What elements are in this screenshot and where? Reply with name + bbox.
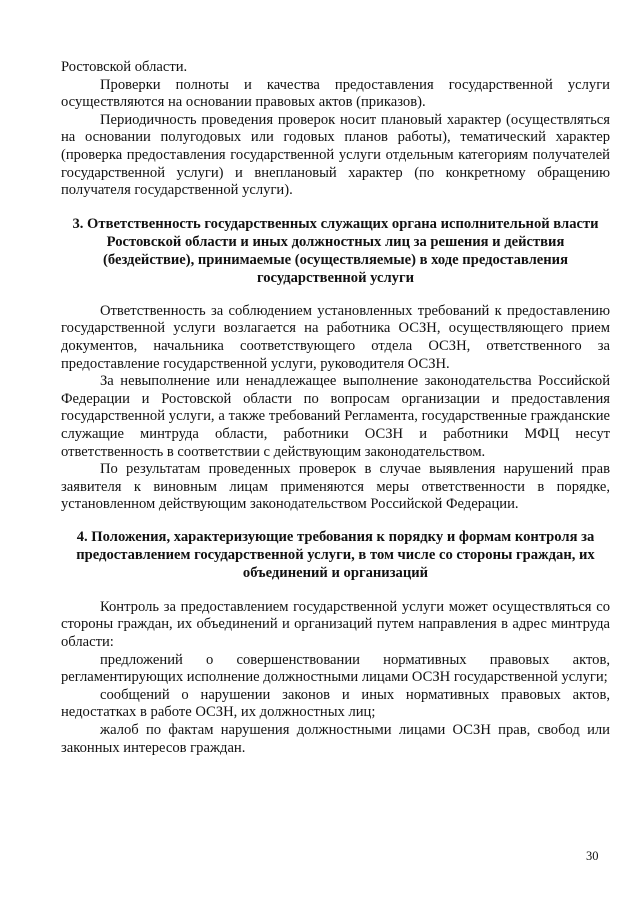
paragraph-responsibility: Ответственность за соблюдением установленных требований к предоставлению государственной услуги возлагается на работника ОСЗН, осуществляющего прием документов, начальника соответствующего отдела ОСЗН, ответственного за предоставление государственной услуги, руководителя ОСЗН. xyxy=(61,302,610,372)
paragraph-inspection-results: По результатам проведенных проверок в случае выявления нарушений прав заявителя к виновным лицам применяются меры ответственности в порядке, установленном действующим законодательством Российской Федерации. xyxy=(61,461,610,513)
section-3-heading: 3. Ответственность государственных служащих органа исполнительной власти Ростовской области и иных должностных лиц за решения и действия (бездействие), принимаемые (осуществляемые) в ходе предоставления государственной услуги xyxy=(72,215,599,286)
page-number: 30 xyxy=(586,849,599,863)
list-item-reports: сообщений о нарушении законов и иных нормативных правовых актов, недостатках в работе ОСЗН, их должностных лиц; xyxy=(61,686,610,721)
list-item-proposals: предложений о совершенствовании нормативных правовых актов, регламентирующих исполнение должностными лицами ОСЗН государственной услуги; xyxy=(61,651,610,686)
paragraph-inspection-periodicity: Периодичность проведения проверок носит плановый характер (осуществляться на основании полугодовых или годовых планов работы), тематический характер (проверка предоставления государственной услуги отдельным категориям получателей государственной услуги) и внеплановый характер (по конкретному обращению получателя государственной услуги). xyxy=(61,111,610,199)
paragraph-citizen-control: Контроль за предоставлением государственной услуги может осуществляться со стороны граждан, их объединений и организаций путем направления в адрес минтруда области: xyxy=(61,598,610,651)
document-page xyxy=(61,59,610,757)
list-item-complaints: жалоб по фактам нарушения должностными лицами ОСЗН прав, свобод или законных интересов граждан. xyxy=(61,722,610,756)
section-4-heading: 4. Положения, характеризующие требования к порядку и формам контроля за предоставлением государственной услуги, в том числе со стороны граждан, их объединений и организаций xyxy=(76,528,595,581)
paragraph-noncompliance: За невыполнение или ненадлежащее выполнение законодательства Российской Федерации и Ростовской области по вопросам организации и предоставления государственной услуги, а также требований Регламента, государственные гражданские служащие минтруда области, работники ОСЗН и работники МФЦ несут ответственность в соответствии с действующим законодательством. xyxy=(61,373,610,460)
paragraph-inspection-basis: Проверки полноты и качества предоставления государственной услуги осуществляются на основании правовых актов (приказов). xyxy=(61,76,610,111)
intro-continuation: Ростовской области. xyxy=(61,59,188,75)
